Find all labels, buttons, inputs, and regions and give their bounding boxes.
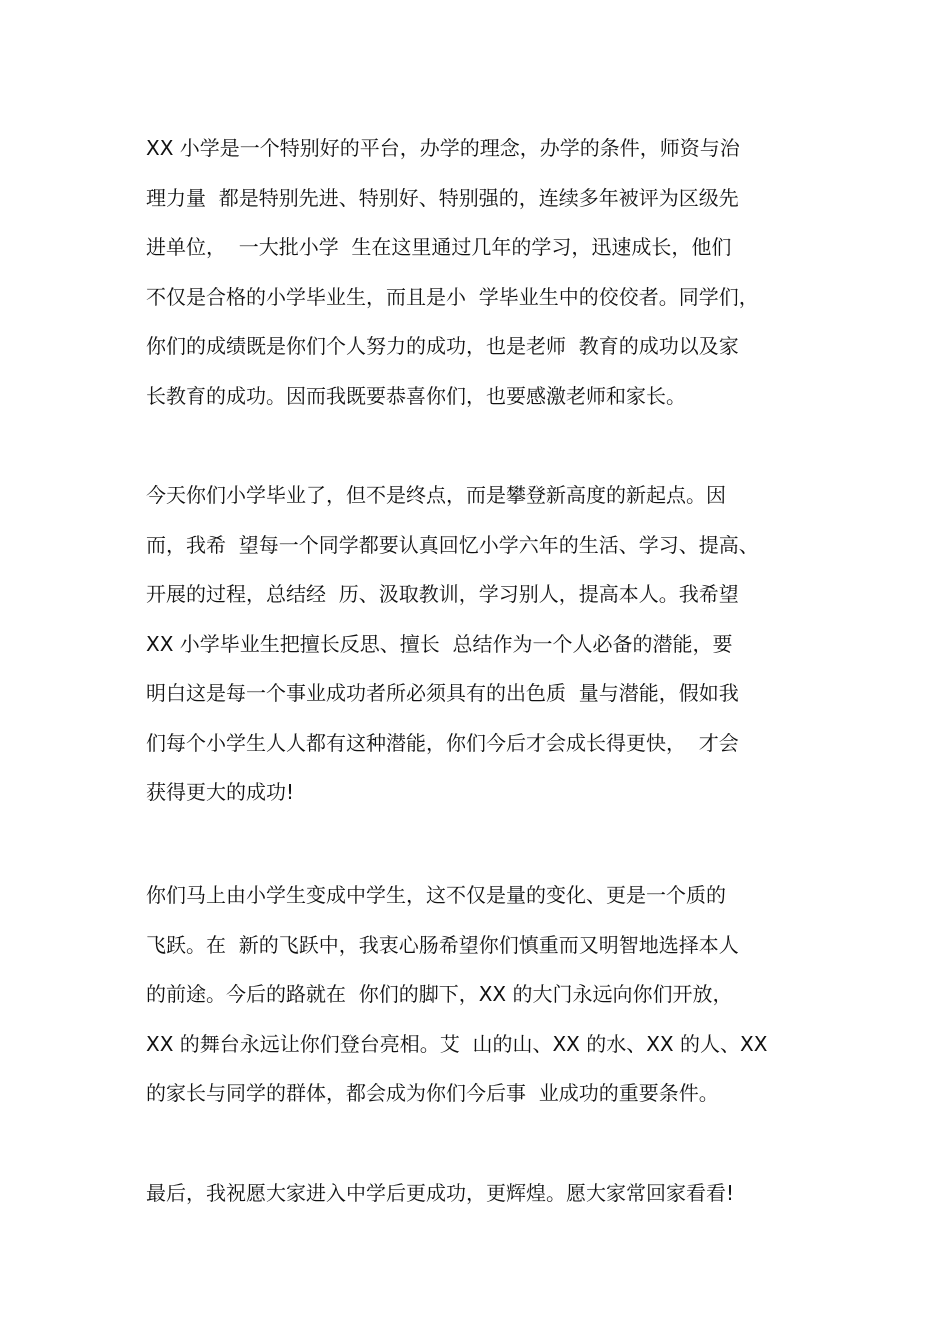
text-line: 们每个小学生人人都有这种潜能，你们今后才会成长得更快， 才会 [146,730,739,755]
text-line: 的前途。今后的路就在 你们的脚下，XX 的大门永远向你们开放， [146,982,733,1006]
paragraph-2 [146,471,836,818]
text-line: 的家长与同学的群体，都会成为你们今后事 业成功的重要条件。 [146,1081,719,1105]
text-line: 你们马上由小学生变成中学生，这不仅是量的变化、更是一个质的 [146,883,726,907]
text-line: 飞跃。在 新的飞跃中，我衷心肠希望你们慎重而又明智地选择本人 [146,932,739,957]
text-line: XX 小学是一个特别好的平台，办学的理念，办学的条件，师资与治 [146,136,740,160]
text-line: 最后，我祝愿大家进入中学后更成功，更辉煌。愿大家常回家看看! [146,1181,735,1205]
text-line: 明白这是每一个事业成功者所必须具有的出色质 量与潜能，假如我 [146,681,739,705]
paragraph-1 [146,124,836,421]
text-line: 进单位， 一大批小学 生在这里通过几年的学习，迅速成长，他们 [146,235,732,259]
text-line: 长教育的成功。因而我既要恭喜你们，也要感激老师和家长。 [146,383,686,408]
text-line: 而，我希 望每一个同学都要认真回忆小学六年的生活、学习、提高、 [146,532,759,557]
text-line: 获得更大的成功! [146,780,295,804]
text-line: 不仅是合格的小学毕业生，而且是小 学毕业生中的佼佼者。同学们， [146,284,759,309]
text-line: XX 的舞台永远让你们登台亮相。艾 山的山、XX 的水、XX 的人、XX [146,1031,768,1056]
text-line: 开展的过程，总结经 历、汲取教训，学习别人，提高本人。我希望 [146,582,739,606]
text-line: 你们的成绩既是你们个人努力的成功，也是老师 教育的成功以及家 [146,334,739,358]
text-line: 今天你们小学毕业了，但不是终点，而是攀登新高度的新起点。因 [146,483,726,507]
paragraph-4 [146,1169,836,1219]
paragraph-3 [146,871,836,1119]
text-line: 理力量 都是特别先进、特别好、特别强的，连续多年被评为区级先 [146,185,739,210]
text-line: XX 小学毕业生把擅长反思、擅长 总结作为一个人必备的潜能，要 [146,631,733,656]
